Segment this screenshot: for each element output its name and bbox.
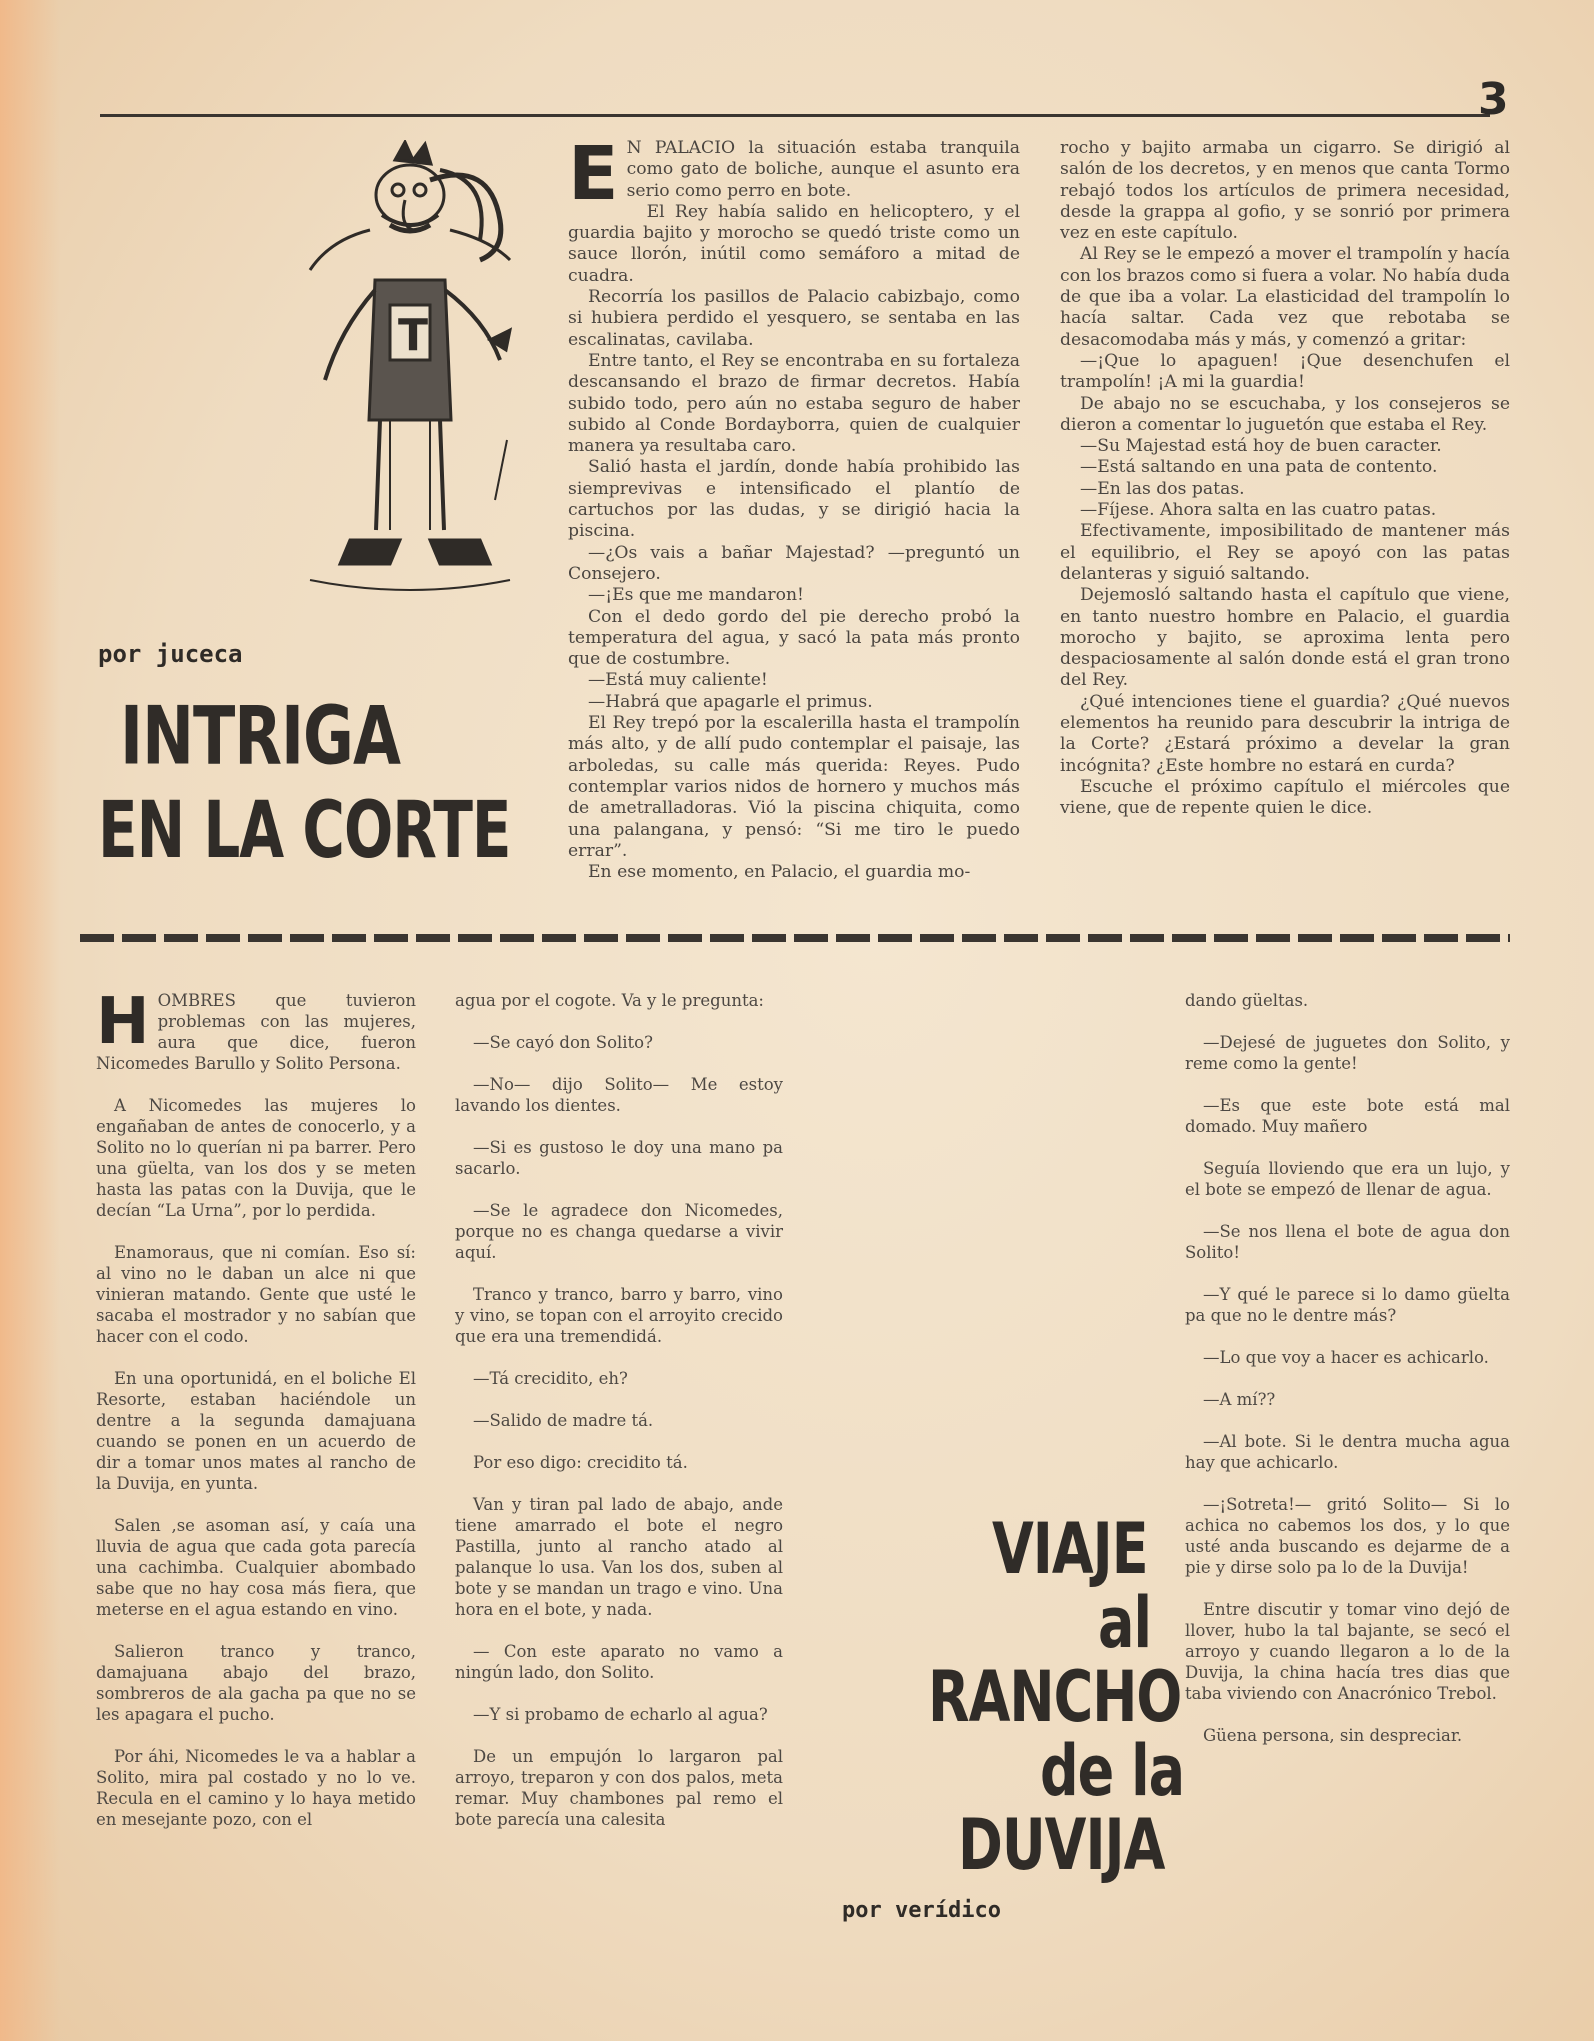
article1-column-2 [1060,138,1510,820]
paragraph: Por áhi, Nicomedes le va a hablar a Solito, mira pal costado y no lo ve. Recula en el camino y lo haya metido en mesejante pozo, con el [96,1747,416,1829]
paragraph: —¡Es que me mandaron! [588,585,804,606]
paragraph: —Se nos llena el bote de agua don Solito! [1185,1222,1510,1262]
paragraph: En una oportunidá, en el boliche El Resorte, estaban haciéndole un dentre a la segunda damajuana cuando se ponen en un acuerdo de dir a tomar unos mates al rancho de la Duvija, en yunta. [96,1369,416,1493]
paragraph: —Fíjese. Ahora salta en las cuatro patas. [1080,500,1437,521]
article1-column-1 [568,131,1020,883]
paragraph: —Habrá que apagarle el primus. [588,691,873,712]
article2-headline-line1: VIAJE [992,1508,1148,1590]
article2-column-3 [1185,990,1510,1767]
paragraph: Güena persona, sin despreciar. [1203,1726,1463,1745]
article2-headline-line5: DUVIJA [958,1804,1165,1886]
paragraph: A Nicomedes las mujeres lo engañaban de antes de conocerlo, y a Solito no lo querían ni pa barrer. Pero una güelta, van los dos y se meten hasta las patas con la Duvija, que le decían “La Urna”, por lo perdida. [96,1096,416,1220]
paragraph: —A mí?? [1203,1390,1276,1409]
header-rule [100,114,1490,117]
page-number: 3 [1478,74,1509,125]
paragraph: —Y qué le parece si lo damo güelta pa que no le dentre más? [1185,1285,1510,1325]
paragraph: Escuche el próximo capítulo el miércoles que viene, que de repente quien le dice. [1060,776,1510,819]
paragraph: rocho y bajito armaba un cigarro. Se dirigió al salón de los decretos, y en menos que canta Tormo rebajó todos los artículos de primera necesidad, desde la grappa al gofio, y se sonrió por primera vez en este capítulo. [1060,138,1510,244]
paragraph: Enamoraus, que ni comían. Eso sí: al vino no le daban un alce ni que vinieran matando. Gente que usté le sacaba el mostrador y no sabían que hacer con el codo. [96,1243,416,1346]
paragraph: Recorría los pasillos de Palacio cabizbajo, como si hubiera perdido el yesquero, se sentaba en las escalinatas, cavilaba. [568,287,1020,350]
paragraph: Salieron tranco y tranco, damajuana abajo del brazo, sombreros de ala gacha pa que no se les apagara el pucho. [96,1642,416,1724]
paragraph: —Lo que voy a hacer es achicarlo. [1203,1348,1489,1367]
paragraph: Efectivamente, imposibilitado de mantener más el equilibrio, el Rey se apoyó con las patas delanteras y siguió saltando. [1060,521,1510,584]
paragraph: —Salido de madre tá. [473,1411,654,1430]
paragraph: —Si es gustoso le doy una mano pa sacarlo. [455,1138,783,1178]
article1-drop-cap: E [568,131,619,217]
paragraph: Con el dedo gordo del pie derecho probó la temperatura del agua, y sacó la pata más pronto que de costumbre. [568,606,1020,670]
paragraph: Dejemosló saltando hasta el capítulo que viene, en tanto nuestro hombre en Palacio, el guardia morocho y bajito, se aproxima lenta pero despaciosamente al salón donde está el gran trono del Rey. [1060,585,1510,691]
paragraph: Tranco y tranco, barro y barro, vino y vino, se topan con el arroyito crecido que era una tremendidá. [455,1285,783,1346]
article1-byline: por juceca [98,640,243,668]
paragraph: ¿Qué intenciones tiene el guardia? ¿Qué nuevos elementos ha reunido para descubrir la intriga de la Corte? ¿Estará próximo a develar la gran incógnita? ¿Este hombre no estará en curda? [1060,691,1510,776]
article1-headline-line2: EN LA CORTE [98,784,511,876]
paragraph: dando güeltas. [1185,991,1309,1010]
paragraph: —¡Que lo apaguen! ¡Que desenchufen el trampolín! ¡A mi la guardia! [1060,350,1510,393]
paragraph: De un empujón lo largaron pal arroyo, treparon y con dos palos, meta remar. Muy chambones pal remo el bote parecía una calesita [455,1747,783,1829]
paragraph: Salen ,se asoman así, y caía una lluvia de agua que cada gota parecía una cachimba. Cualquier abombado sabe que no hay cosa más fiera, que meterse en el agua estando en vino. [96,1516,416,1619]
paragraph: Por eso digo: crecidito tá. [473,1453,688,1472]
page-edge-shading [0,0,60,2041]
paragraph: —¡Sotreta!— gritó Solito— Si lo achica no cabemos los dos, y lo que usté anda buscando es dejarme de a pie y dirse solo pa lo de la Duvija! [1185,1495,1510,1577]
article2-headline-line2: al [1098,1582,1151,1664]
paragraph: —Al bote. Si le dentra mucha agua hay que achicarlo. [1185,1432,1510,1472]
paragraph: — Con este aparato no vamo a ningún lado, don Solito. [455,1642,783,1682]
paragraph: —Está saltando en una pata de contento. [1080,457,1438,478]
paragraph: —No— dijo Solito— Me estoy lavando los dientes. [455,1075,783,1115]
paragraph: —Y si probamo de echarlo al agua? [473,1705,768,1724]
paragraph: —Dejesé de juguetes don Solito, y reme como la gente! [1185,1033,1510,1073]
paragraph: —Tá crecidito, eh? [473,1369,628,1388]
article2-byline: por verídico [842,1898,1001,1923]
paragraph: Seguía lloviendo que era un lujo, y el bote se empezó de llenar de agua. [1185,1159,1510,1199]
section-divider [80,934,1510,942]
article2-headline-line4: de la [1040,1730,1185,1812]
article2-column-1 [96,985,416,1851]
paragraph: En ese momento, en Palacio, el guardia mo- [588,862,971,883]
paragraph: Entre tanto, el Rey se encontraba en su fortaleza descansando el brazo de firmar decretos. Había subido todo, pero aún no estaba seguro de haber subido al Conde Bordayborra, quien de cualquier manera ya resultaba caro. [568,350,1020,457]
article1-headline-line1: INTRIGA [120,688,400,783]
paragraph: —Se le agradece don Nicomedes, porque no es changa quedarse a vivir aquí. [455,1201,783,1262]
paragraph: Al Rey se le empezó a mover el trampolín y hacía con los brazos como si fuera a volar. No había duda de que iba a volar. La elasticidad del trampolín lo hacía saltar. Cada vez que rebotaba se desacomodaba más y más, y comenzó a gritar: [1060,244,1510,350]
article2-headline-line3: RANCHO [928,1656,1182,1738]
paragraph: De abajo no se escuchaba, y los consejeros se dieron a comentar lo juguetón que estaba el Rey. [1060,393,1510,435]
paragraph: —Su Majestad está hoy de buen caracter. [1080,436,1442,457]
paragraph: agua por el cogote. Va y le pregunta: [455,991,764,1010]
paragraph: Entre discutir y tomar vino dejó de llover, hubo la tal bajante, se secó el arroyo y cuando llegaron a lo de la Duvija, la china hacía tres dias que taba viviendo con Anacrónico Trebol. [1185,1600,1510,1703]
article2-drop-cap: H [96,985,150,1059]
paragraph: —Es que este bote está mal domado. Muy mañero [1185,1096,1510,1136]
king-caricature-illustration [290,140,530,630]
paragraph: El Rey trepó por la escalerilla hasta el trampolín más alto, y de allí pudo contemplar el paisaje, las arboledas, su calle más querida: Reyes. Pudo contemplar varios nidos de hornero y muchos más de ametralladoras. Vió la piscina chiquita, como una palangana, y pensó: “Si me tiro le puedo errar”. [568,713,1020,861]
paragraph: —¿Os vais a bañar Majestad? —preguntó un Consejero. [568,542,1020,584]
paragraph: Van y tiran pal lado de abajo, ande tiene amarrado el bote el negro Pastilla, junto al rancho atado al palanque lo usa. Van los dos, suben al bote y se mandan un trago e vino. Una hora en el bote, y nada. [455,1495,783,1619]
paragraph: Salió hasta el jardín, donde había prohibido las siemprevivas e intensificado el plantío de cartuchos por las dudas, y se dirigió hacia la piscina. [568,457,1020,542]
svg-text:T: T [398,310,429,361]
article2-column-2 [455,990,783,1851]
paragraph: N PALACIO la situación estaba tranquila como gato de boliche, aunque el asunto era serio como perro en bote. [626,138,1020,201]
paragraph: —Se cayó don Solito? [473,1033,653,1052]
paragraph: El Rey había salido en helicoptero, y el guardia bajito y morocho se quedó triste como un sauce llorón, inútil como semáforo a mitad de cuadra. [568,201,1020,286]
paragraph: OMBRES que tuvieron problemas con las mujeres, aura que dice, fueron Nicomedes Barullo y Solito Persona. [96,991,416,1073]
paragraph: —Está muy caliente! [588,670,768,691]
paragraph: —En las dos patas. [1080,478,1245,499]
